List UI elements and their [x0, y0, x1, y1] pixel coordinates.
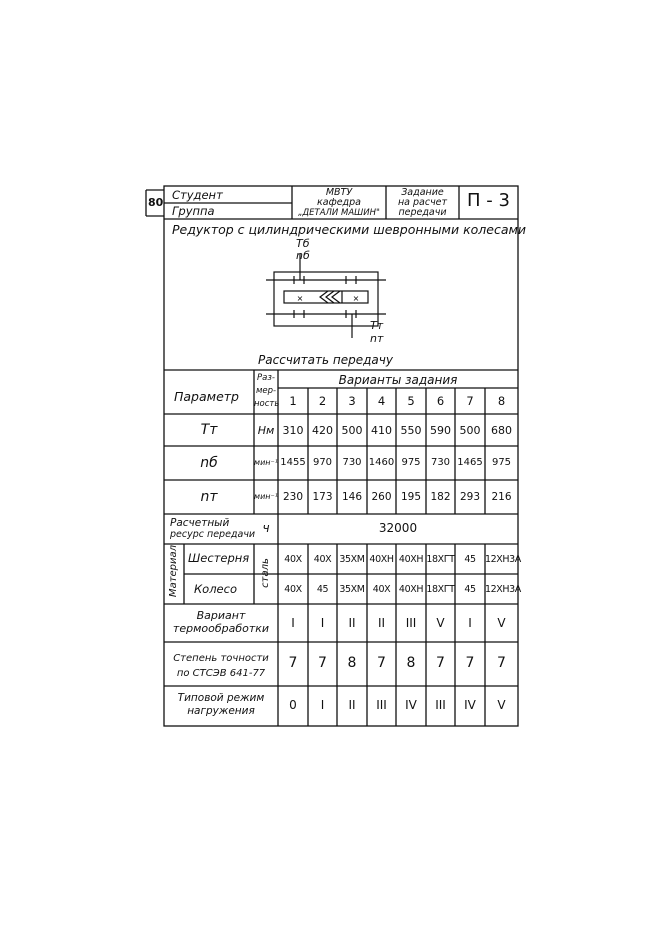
table-cell: 590 — [430, 424, 451, 437]
table-cell: 260 — [371, 491, 392, 503]
table-cell: V — [436, 616, 445, 630]
table-cell: 0 — [289, 698, 297, 712]
material-name: Шестерня — [188, 551, 250, 565]
row-param: nб — [200, 455, 218, 471]
task-sheet — [146, 186, 527, 726]
table-cell: 680 — [491, 424, 512, 437]
heat-label — [164, 609, 278, 635]
row-unit: Нм — [257, 424, 275, 437]
table-cell: I — [320, 616, 325, 630]
heat-label-line: Вариант — [196, 609, 246, 622]
load-label-line: нагружения — [187, 705, 255, 717]
task-line: передачи — [398, 207, 447, 218]
table-cell: 7 — [377, 655, 386, 671]
table-cell: III — [435, 698, 446, 712]
unit-header-line: Раз- — [257, 373, 275, 383]
unit-header — [254, 372, 278, 411]
table-cell: 45 — [464, 584, 476, 595]
table-cell: 45 — [316, 584, 329, 595]
task-code: П - 3 — [467, 190, 510, 211]
row-param: nт — [200, 489, 218, 505]
table-cell: 40ХН — [398, 584, 424, 595]
table-cell: 40ХН — [398, 554, 424, 565]
table-cell: III — [405, 616, 417, 630]
resource-label-line: Расчетный — [170, 517, 230, 529]
table-cell: I — [291, 616, 295, 630]
material-name: Колесо — [194, 582, 237, 596]
page-number: 80 — [148, 196, 164, 209]
task-line: Задание — [401, 187, 444, 198]
table-cell: 3 — [348, 394, 356, 408]
table-cell: 410 — [371, 424, 392, 437]
table-cell: 146 — [341, 491, 363, 503]
table-cell: 45 — [464, 554, 476, 565]
table-cell: I — [468, 616, 472, 630]
table-cell: 12ХН3А — [485, 584, 521, 595]
table-cell: V — [497, 616, 506, 630]
material-group-label: Материал — [168, 544, 179, 598]
table-cell: 970 — [312, 457, 333, 468]
row-param: Tт — [200, 422, 218, 438]
calc-caption: Рассчитать передачу — [258, 353, 393, 367]
table-cell: 8 — [497, 394, 506, 408]
table-cell: 1 — [289, 394, 297, 408]
table-cell: II — [348, 616, 356, 630]
table-cell: I — [320, 698, 325, 712]
table-cell: 730 — [430, 457, 451, 468]
table-cell: 230 — [282, 491, 304, 503]
table-cell: 5 — [407, 394, 415, 408]
table-cell: 40Х — [313, 554, 332, 565]
row-unit: мин⁻¹ — [254, 492, 278, 501]
table-cell: 4 — [377, 394, 386, 408]
task-block — [386, 188, 459, 218]
unit-header-line: мер- — [255, 386, 277, 396]
table-cell: 7 — [318, 655, 327, 671]
resource-label — [170, 517, 255, 541]
table-cell: 18ХГТ — [426, 584, 455, 595]
material-unit: сталь — [260, 558, 271, 588]
svg-text:×: × — [352, 294, 360, 303]
svg-text:×: × — [296, 294, 304, 303]
input-torque-label: Tб — [296, 237, 310, 250]
table-cell: 35ХМ — [339, 554, 365, 565]
table-cell: 7 — [466, 394, 474, 408]
table-cell: 40ХН — [369, 554, 394, 565]
input-speed-label: nб — [296, 249, 310, 262]
institution-line: „ДЕТАЛИ МАШИН" — [298, 208, 380, 218]
table-cell: 195 — [400, 491, 422, 503]
table-cell: 293 — [459, 491, 481, 503]
table-cell: 6 — [436, 394, 445, 408]
accuracy-label-line: Степень точности — [173, 653, 269, 664]
table-cell: III — [376, 698, 387, 712]
task-line: на расчет — [397, 197, 448, 208]
accuracy-label-line: по СТСЭВ 641-77 — [176, 668, 266, 679]
table-cell: 1460 — [368, 457, 395, 468]
table-cell: IV — [405, 698, 417, 712]
table-cell: 7 — [288, 655, 298, 671]
institution-block — [292, 188, 386, 218]
unit-header-line: ность — [254, 399, 280, 409]
institution-line: МВТУ — [325, 187, 353, 198]
student-label: Студент — [172, 188, 223, 202]
resource-label-line: ресурс передачи — [170, 529, 256, 540]
table-cell: 975 — [491, 457, 512, 468]
table-cell: 7 — [497, 655, 506, 671]
table-cell: 173 — [312, 491, 333, 503]
row-unit: мин⁻¹ — [254, 458, 278, 467]
table-cell: 730 — [342, 457, 362, 468]
table-cell: 8 — [347, 655, 357, 671]
table-cell: 40Х — [284, 584, 302, 595]
table-cell: 550 — [400, 424, 422, 437]
table-cell: 7 — [436, 655, 445, 671]
table-cell: 975 — [401, 457, 421, 468]
output-torque-label: Tт — [370, 319, 384, 332]
load-label — [164, 692, 278, 718]
table-cell: 500 — [341, 424, 363, 437]
table-cell: 7 — [465, 655, 475, 671]
table-cell: V — [497, 698, 506, 712]
heat-label-line: термообработки — [172, 622, 270, 635]
table-cell: 500 — [459, 424, 481, 437]
table-cell: 40Х — [284, 554, 302, 565]
table-cell: 1465 — [457, 457, 483, 468]
table-cell: 18ХГТ — [426, 554, 455, 565]
output-speed-label: nт — [370, 332, 384, 345]
param-header: Параметр — [174, 389, 239, 404]
resource-value: 32000 — [378, 521, 418, 535]
table-cell: 2 — [318, 394, 327, 408]
table-cell: 1455 — [280, 457, 306, 468]
load-label-line: Типовой режим — [177, 692, 265, 704]
resource-unit: ч — [262, 521, 270, 535]
table-cell: 420 — [312, 424, 333, 437]
sheet-title: Редуктор с цилиндрическими шевронными колесами — [172, 222, 527, 237]
group-label: Группа — [172, 204, 215, 218]
variants-header: Варианты задания — [338, 373, 458, 387]
table-cell: 216 — [491, 491, 512, 503]
accuracy-label — [164, 651, 278, 681]
table-cell: 8 — [406, 655, 416, 671]
table-cell: IV — [464, 698, 476, 712]
table-cell: II — [348, 698, 356, 712]
table-cell: 40Х — [372, 584, 391, 595]
table-cell: 182 — [430, 491, 451, 503]
institution-line: кафедра — [317, 197, 361, 208]
table-cell: 35ХМ — [339, 584, 365, 595]
table-cell: 310 — [282, 424, 304, 437]
table-cell: 12ХН3А — [485, 554, 521, 565]
table-cell: II — [377, 616, 386, 630]
